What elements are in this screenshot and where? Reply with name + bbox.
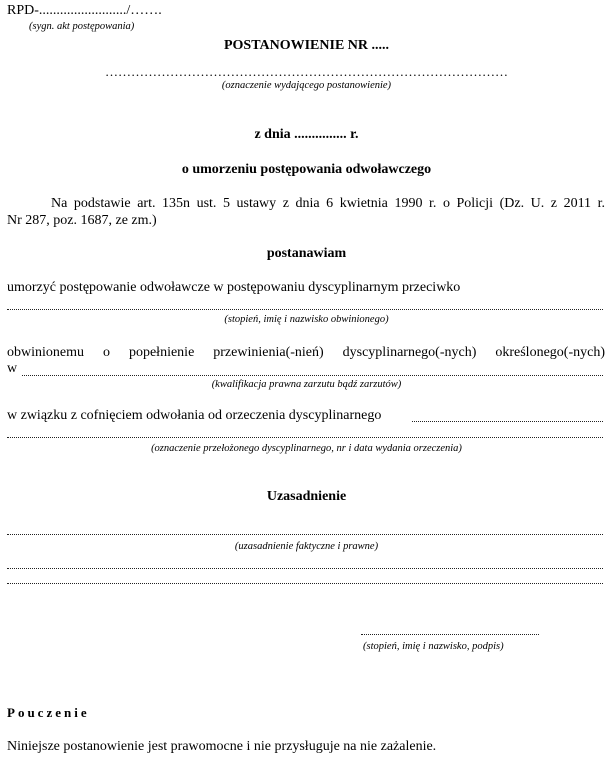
case-number-field: RPD-........................./……. — [7, 3, 162, 18]
withdrawal-text: w związku z cofnięciem odwołania od orzeczenia dyscyplinarnego — [7, 408, 382, 423]
discontinue-text: umorzyć postępowanie odwoławcze w postępowaniu dyscyplinarnym przeciwko — [7, 280, 461, 295]
decision-word: postanawiam — [266, 246, 347, 261]
charge-dotted-line — [22, 375, 603, 376]
justification-dotted-line-3 — [7, 583, 603, 584]
withdrawal-dotted-line — [7, 437, 603, 438]
legal-basis-line-2: Nr 287, poz. 1687, ze zm.) — [7, 213, 157, 228]
charge-line-1: obwinionemu o popełnienie przewinienia(-nień) dyscyplinarnego(-nych) określonego(-nych) — [7, 345, 605, 360]
accused-caption: (stopień, imię i nazwisko obwinionego) — [224, 314, 389, 325]
justification-dotted-line-1 — [7, 534, 603, 535]
justification-dotted-line-2 — [7, 568, 603, 569]
signature-dotted-line — [361, 634, 539, 635]
charge-line-2: w — [7, 361, 18, 376]
withdrawal-dotted-line-end — [412, 421, 603, 422]
instruction-text: Niniejsze postanowienie jest prawomocne i nie przysługuje na nie zażalenie. — [7, 739, 437, 754]
justification-caption: (uzasadnienie faktyczne i prawne) — [234, 541, 379, 552]
instruction-heading: Pouczenie — [7, 705, 90, 720]
justification-heading: Uzasadnienie — [266, 489, 347, 504]
withdrawal-caption: (oznaczenie przełożonego dyscyplinarnego, nr i data wydania orzeczenia) — [151, 443, 462, 454]
case-number-caption: (sygn. akt postępowania) — [29, 21, 135, 32]
issuer-caption: (oznaczenie wydającego postanowienie) — [221, 80, 392, 91]
legal-basis-line-1: Na podstawie art. 135n ust. 5 ustawy z dnia 6 kwietnia 1990 r. o Policji (Dz. U. z 2011 r. — [51, 196, 605, 211]
charge-caption: (kwalifikacja prawna zarzutu bądź zarzutów) — [211, 379, 402, 390]
accused-dotted-line — [7, 309, 603, 310]
document-title: POSTANOWIENIE NR ..... — [223, 38, 390, 53]
subject-line: o umorzeniu postępowania odwoławczego — [181, 162, 432, 177]
signature-caption: (stopień, imię i nazwisko, podpis) — [363, 641, 504, 652]
issuer-dotted-line: ………………………………………………………………………………… — [105, 64, 508, 79]
date-line: z dnia ............... r. — [254, 127, 359, 142]
